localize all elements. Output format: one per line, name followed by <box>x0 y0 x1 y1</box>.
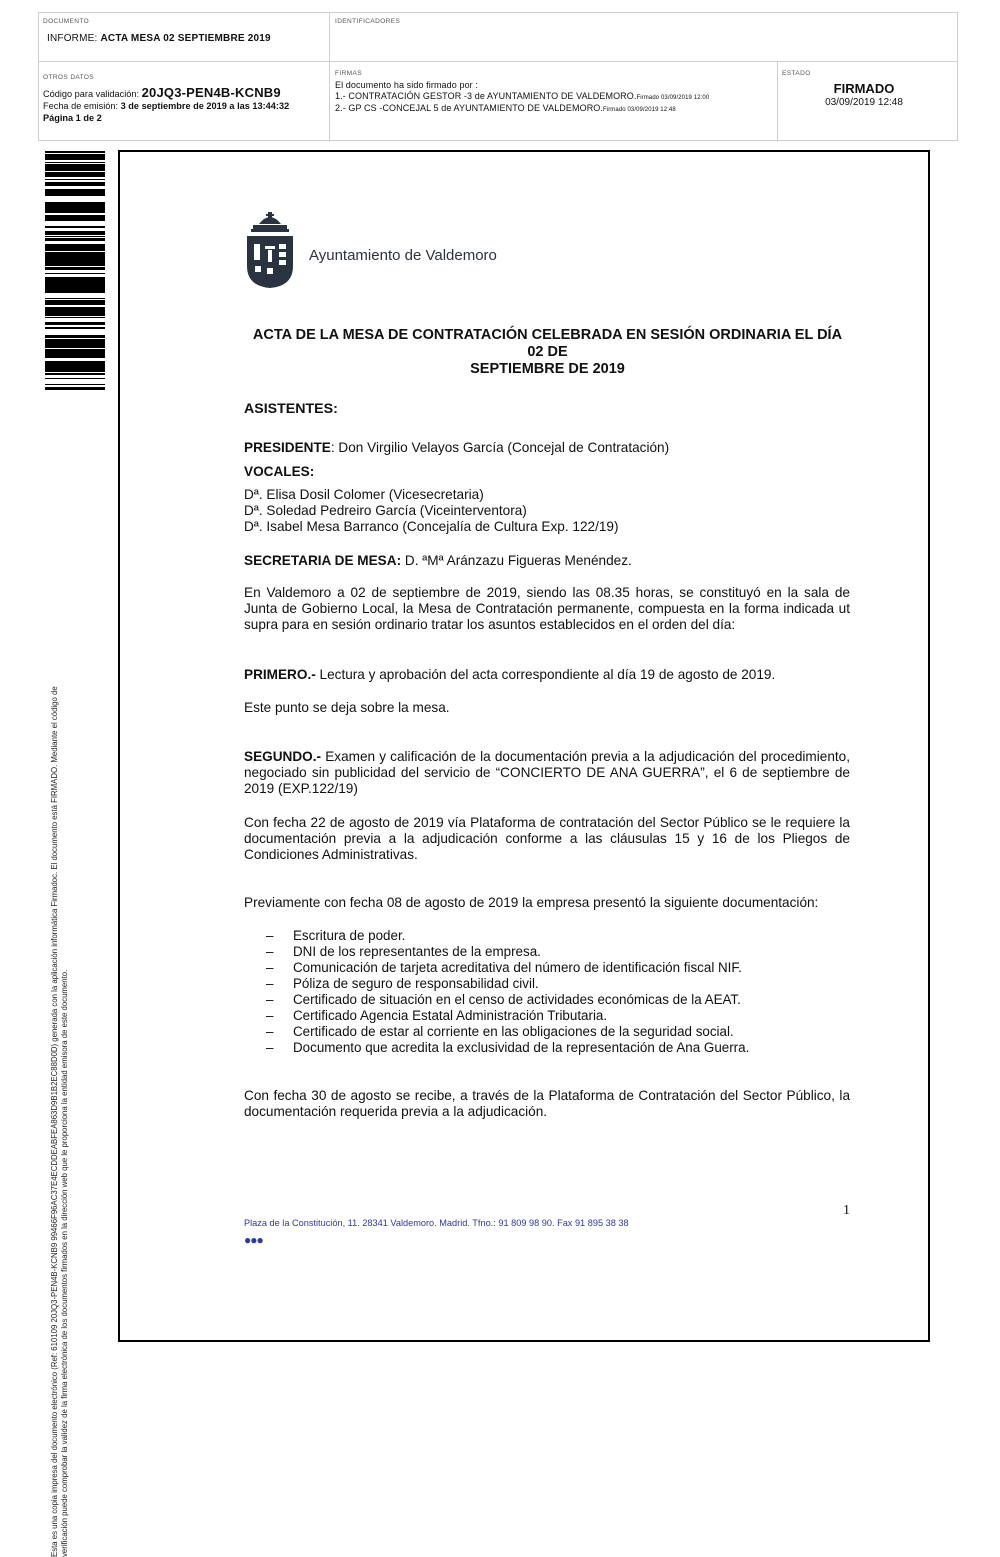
barcode-bar <box>45 244 105 247</box>
barcode-bar <box>45 232 105 233</box>
document-title <box>47 33 271 44</box>
secretaria-label: SECRETARIA DE MESA: <box>244 553 402 568</box>
barcode-bar <box>45 194 105 196</box>
document-prefix: INFORME: <box>47 33 98 44</box>
side-verification-text <box>50 257 70 1557</box>
barcode-bar <box>45 253 105 256</box>
barcode-bar <box>45 151 105 152</box>
barcode-bar <box>45 179 105 180</box>
segundo-label: SEGUNDO.- <box>244 749 322 764</box>
otros-datos <box>43 87 289 124</box>
secretaria-line <box>244 553 850 569</box>
barcode-bar <box>45 159 105 160</box>
list-item: – Certificado de estar al corriente en las obligaciones de la seguridad social. <box>266 1024 734 1039</box>
firma-2: 2.- GP CS -CONCEJAL 5 de AYUNTAMIENTO DE VALDEMORO.Firmado 03/09/2019 12:48 <box>335 103 676 113</box>
barcode-bar <box>45 191 105 193</box>
primero-note: Este punto se deja sobre la mesa. <box>244 700 450 715</box>
barcode-bar <box>45 152 105 153</box>
list-item: – Póliza de seguro de responsabilidad civil. <box>266 976 539 991</box>
signature-header <box>38 12 958 141</box>
fecha22-paragraph: Con fecha 22 de agosto de 2019 vía Plataforma de contratación del Sector Público se le requiere la documentación previa a la adjudicación conforme a las cláusulas 15 y 16 de los Pliegos de Condiciones Administrativas. <box>244 815 850 862</box>
barcode-bar <box>45 156 105 159</box>
list-item: – Documento que acredita la exclusividad de la representación de Ana Guerra. <box>266 1040 750 1055</box>
barcode-bar <box>45 193 105 194</box>
page-number: 1 <box>843 1203 850 1218</box>
barcode-bar <box>45 236 105 237</box>
list-item: – Comunicación de tarjeta acreditativa del número de identificación fiscal NIF. <box>266 960 742 975</box>
barcode-bar <box>45 248 105 250</box>
estado-date: 03/09/2019 12:48 <box>825 97 903 108</box>
list-item: – Escritura de poder. <box>266 928 406 943</box>
fecha-label: Fecha de emisión: <box>43 101 119 111</box>
barcode-bar <box>45 211 105 213</box>
barcode-bar <box>45 190 105 191</box>
barcode-bar <box>45 234 105 235</box>
vocal-item: Dª. Elisa Dosil Colomer (Vicesecretaria) <box>244 487 484 502</box>
barcode-bar <box>45 175 105 177</box>
barcode-bar <box>45 206 105 209</box>
previamente-paragraph: Previamente con fecha 08 de agosto de 2019 la empresa presentó la siguiente documentación: <box>244 895 819 910</box>
barcode-bar <box>45 226 105 227</box>
list-item: – Certificado de situación en el censo de actividades económicas de la AEAT. <box>266 992 741 1007</box>
primero-paragraph <box>244 667 850 683</box>
codigo-label: Código para validación: <box>43 89 140 99</box>
barcode-bar <box>45 184 105 185</box>
estado-caption: ESTADO <box>782 70 811 77</box>
fecha30-paragraph: Con fecha 30 de agosto se recibe, a través de la Plataforma de Contratación del Sector Público, la documentación requerida previa a la adjudicación. <box>244 1088 850 1119</box>
primero-label: PRIMERO.- <box>244 667 316 682</box>
barcode-bar <box>45 182 105 184</box>
side-text-line-2: verificación puede comprobar la validez de la firma electrónica de los documentos firmados en la dirección web que le proporciona la entidad emisora de este documento. <box>60 969 69 1557</box>
barcode-bar <box>45 220 105 221</box>
document-heading: ACTA DE LA MESA DE CONTRATACIÓN CELEBRADA EN SESIÓN ORDINARIA EL DÍA 02 DE SEPTIEMBRE DE 2019 <box>252 327 843 377</box>
fecha-emision: 3 de septiembre de 2019 a las 13:44:32 <box>120 101 290 111</box>
documento-caption: DOCUMENTO <box>43 18 90 25</box>
secretaria-value: D. ªMª Aránzazu Figueras Menéndez. <box>401 553 632 568</box>
side-text-line-1: Esta es una copia impresa del documento electrónico (Ref: 610109 20JQ3-PEN4B-KCNB9 99466F96AC37E4ECDDEABFEA863D9B1B2EC88D0D) generada con la aplicación informática Firmadoc. El documento está FIRMADO. Mediante el código de <box>50 686 59 1557</box>
barcode-bar <box>45 166 105 168</box>
barcode-bar <box>45 247 105 248</box>
firmas-caption: FIRMAS <box>335 70 362 77</box>
firma-1: 1.- CONTRATACIÓN GESTOR -3 de AYUNTAMIENTO DE VALDEMORO.Firmado 03/09/2019 12:00 <box>335 90 710 101</box>
validation-code: 20JQ3-PEN4B-KCNB9 <box>141 85 281 100</box>
barcode-bar <box>45 238 105 239</box>
firmas-intro: El documento ha sido firmado por : <box>335 80 478 90</box>
primero-text: Lectura y aprobación del acta correspondiente al día 19 de agosto de 2019. <box>315 667 776 682</box>
barcode-bar <box>45 154 105 156</box>
barcode-bar <box>45 215 105 217</box>
vocales-heading: VOCALES: <box>244 464 315 479</box>
barcode-bar <box>45 189 105 190</box>
presidente-value: : Don Virgilio Velayos García (Concejal de Contratación) <box>330 440 670 455</box>
identificadores-caption: IDENTIFICADORES <box>335 18 401 25</box>
segundo-paragraph <box>244 749 850 797</box>
barcode-bar <box>45 209 105 211</box>
barcode-bar <box>45 217 105 220</box>
presidente-label: PRESIDENTE <box>244 440 331 455</box>
presidente-line <box>244 440 850 456</box>
barcode-bar <box>45 202 105 204</box>
vocal-item: Dª. Isabel Mesa Barranco (Concejalía de Cultura Exp. 122/19) <box>244 519 619 534</box>
otros-datos-caption: OTROS DATOS <box>43 74 95 81</box>
segundo-text: Examen y calificación de la documentación previa a la adjudicación del procedimiento, negociado sin publicidad del servicio de “CONCIERTO DE ANA GUERRA”, el 6 de septiembre de 2019 (EXP.122/19) <box>244 749 850 796</box>
documentation-list <box>266 928 749 1056</box>
barcode-bar <box>45 204 105 205</box>
barcode-bar <box>45 231 105 232</box>
barcode-bar <box>45 168 105 171</box>
list-item: – DNI de los representantes de la empresa. <box>266 944 541 959</box>
barcode-bar <box>45 162 105 163</box>
list-item: – Certificado Agencia Estatal Administración Tributaria. <box>266 1008 608 1023</box>
document-title-value: ACTA MESA 02 SEPTIEMBRE 2019 <box>100 33 271 44</box>
footer-dots: ●●● <box>244 1233 263 1247</box>
barcode-bar <box>45 173 105 175</box>
estado-value: FIRMADO <box>833 81 895 96</box>
footer-address: Plaza de la Constitución, 11. 28341 Valdemoro. Madrid. Tfno.: 91 809 98 90. Fax 91 895 38 38 <box>244 1218 629 1228</box>
barcode-bar <box>45 240 105 241</box>
vocal-item: Dª. Soledad Pedreiro García (Viceinterventora) <box>244 503 527 518</box>
barcode-bar <box>45 164 105 166</box>
intro-paragraph: En Valdemoro a 02 de septiembre de 2019, siendo las 08.35 horas, se constituyó en la sala de Junta de Gobierno Local, la Mesa de Contratación permanente, compuesta en la forma indicada ut supra para en sesión ordinario tratar los asuntos establecidos en el orden del día: <box>244 585 850 632</box>
barcode-bar <box>45 239 105 240</box>
barcode-bar <box>45 205 105 206</box>
barcode-bar <box>45 250 105 251</box>
vocales-list <box>244 487 850 535</box>
barcode-bar <box>45 172 105 173</box>
barcode-bar <box>45 252 105 253</box>
firmas-block <box>335 80 709 116</box>
barcode-bar <box>45 185 105 186</box>
organization-name: Ayuntamiento de Valdemoro <box>309 247 497 264</box>
page-indicator: Página 1 de 2 <box>43 113 102 123</box>
barcode-bar <box>45 233 105 234</box>
barcode-bar <box>45 227 105 228</box>
coat-of-arms-logo <box>245 210 295 290</box>
asistentes-heading: ASISTENTES: <box>244 401 338 417</box>
